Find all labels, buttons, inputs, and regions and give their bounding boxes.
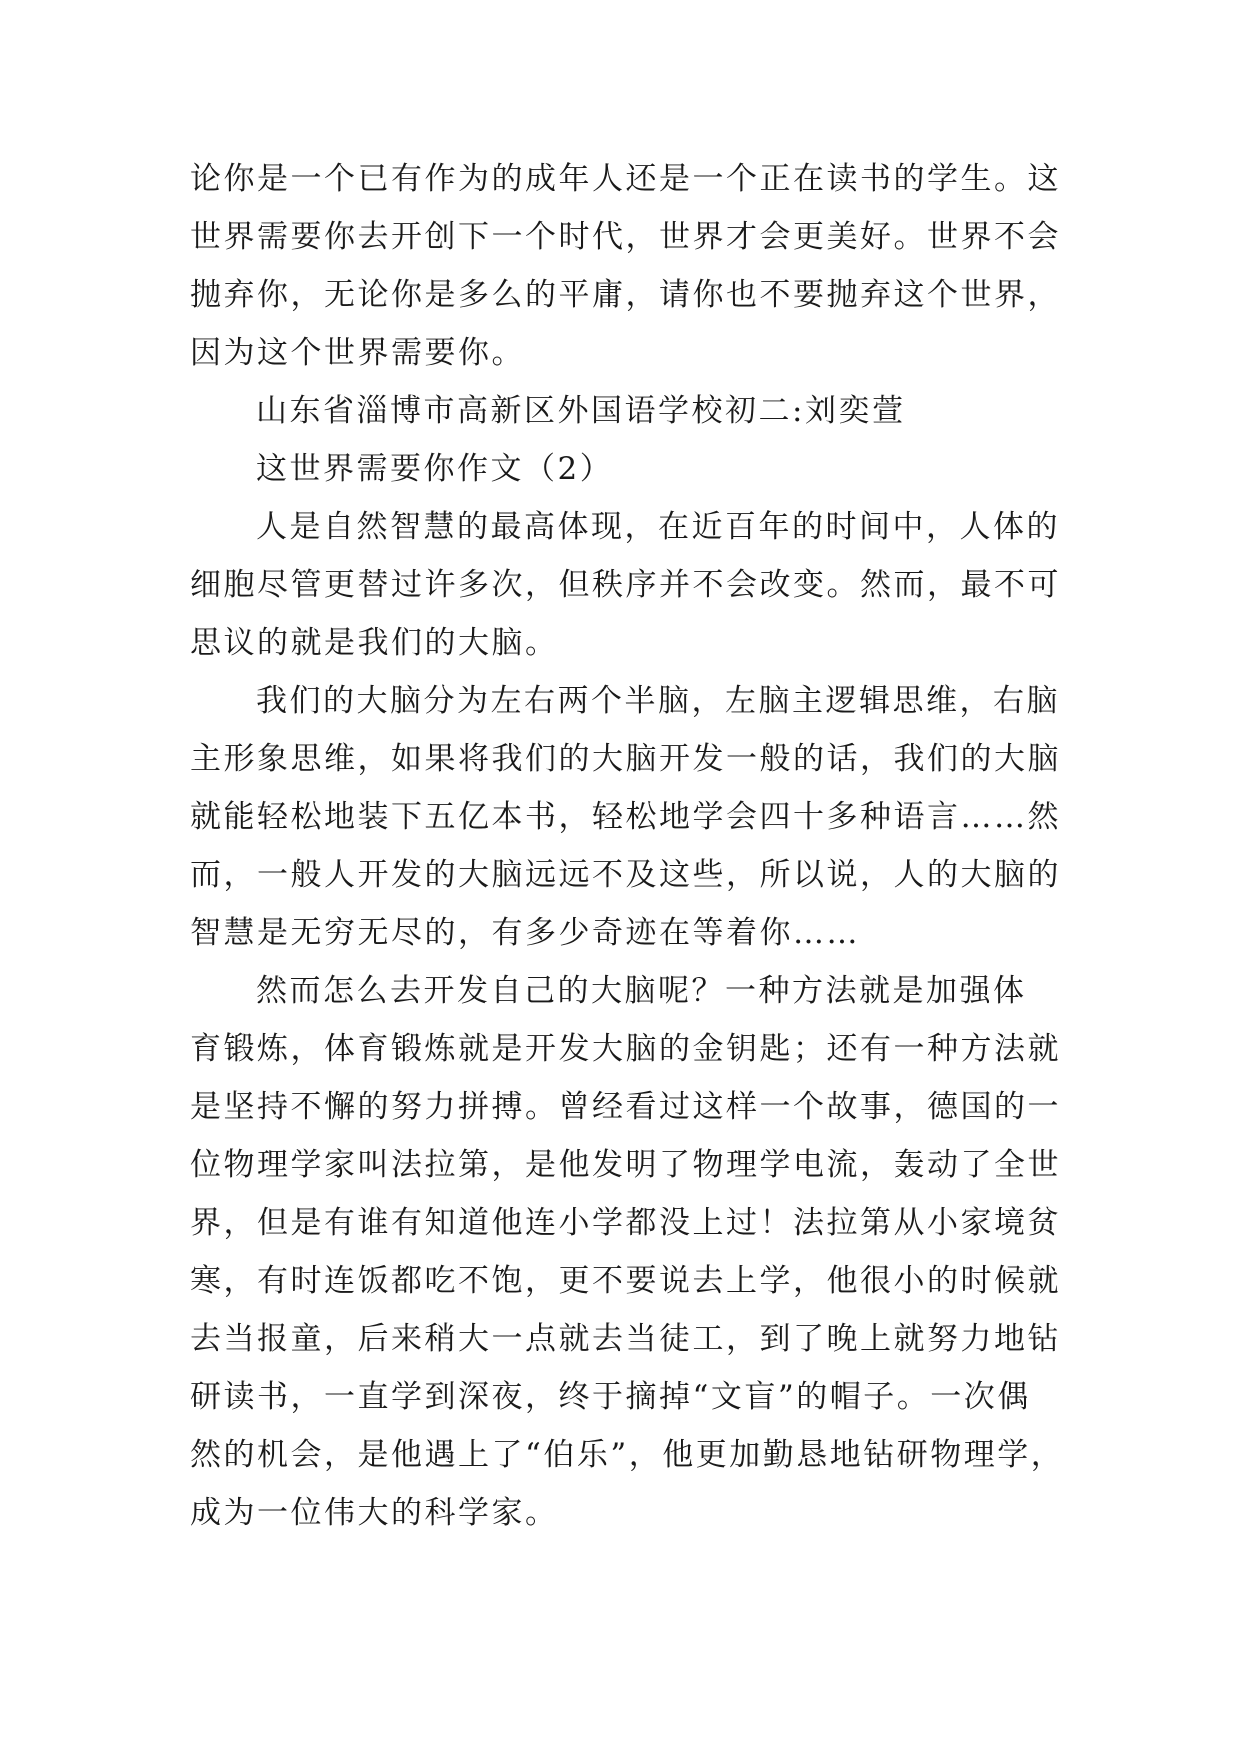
paragraph-2 [190, 498, 1070, 672]
paragraph-line: 然的机会，是他遇上了“伯乐”，他更加勤恳地钻研物理学， [190, 1437, 1065, 1473]
paragraph-line: 育锻炼，体育锻炼就是开发大脑的金钥匙；还有一种方法就 [190, 1031, 1061, 1067]
paragraph-line: 位物理学家叫法拉第，是他发明了物理学电流，轰动了全世 [190, 1147, 1061, 1183]
paragraph-line: 去当报童，后来稍大一点就去当徒工，到了晚上就努力地钻 [190, 1321, 1061, 1357]
section-title: 这世界需要你作文（2） [256, 451, 614, 487]
paragraph-line: 界，但是有谁有知道他连小学都没上过！法拉第从小家境贫 [190, 1205, 1061, 1241]
paragraph-3 [190, 672, 1070, 962]
paragraph-line: 细胞尽管更替过许多次，但秩序并不会改变。然而，最不可 [190, 567, 1061, 603]
paragraph-1 [190, 150, 1070, 382]
paragraph-line: 就能轻松地装下五亿本书，轻松地学会四十多种语言……然 [190, 799, 1061, 835]
paragraph-line: 研读书，一直学到深夜，终于摘掉“文盲”的帽子。一次偶 [190, 1379, 1031, 1415]
paragraph-line: 而，一般人开发的大脑远远不及这些，所以说，人的大脑的 [190, 857, 1061, 893]
paragraph-line: 是坚持不懈的努力拼搏。曾经看过这样一个故事，德国的一 [190, 1089, 1061, 1125]
author-line: 山东省淄博市高新区外国语学校初二:刘奕萱 [256, 393, 906, 429]
document-page [190, 150, 1070, 1542]
paragraph-line: 抛弃你，无论你是多么的平庸，请你也不要抛弃这个世界， [190, 277, 1061, 313]
paragraph-line: 主形象思维，如果将我们的大脑开发一般的话，我们的大脑 [190, 741, 1061, 777]
paragraph-4 [190, 962, 1070, 1542]
paragraph-line: 因为这个世界需要你。 [190, 335, 525, 371]
paragraph-line: 我们的大脑分为左右两个半脑，左脑主逻辑思维，右脑 [256, 683, 1060, 719]
paragraph-line: 然而怎么去开发自己的大脑呢？一种方法就是加强体 [256, 973, 1027, 1009]
paragraph-line: 世界需要你去开创下一个时代，世界才会更美好。世界不会 [190, 219, 1061, 255]
paragraph-line: 寒，有时连饭都吃不饱，更不要说去上学，他很小的时候就 [190, 1263, 1061, 1299]
paragraph-line: 思议的就是我们的大脑。 [190, 625, 559, 661]
paragraph-line: 论你是一个已有作为的成年人还是一个正在读书的学生。这 [190, 161, 1061, 197]
paragraph-line: 人是自然智慧的最高体现，在近百年的时间中，人体的 [256, 509, 1060, 545]
paragraph-line: 成为一位伟大的科学家。 [190, 1495, 559, 1531]
paragraph-line: 智慧是无穷无尽的，有多少奇迹在等着你…… [190, 915, 860, 951]
